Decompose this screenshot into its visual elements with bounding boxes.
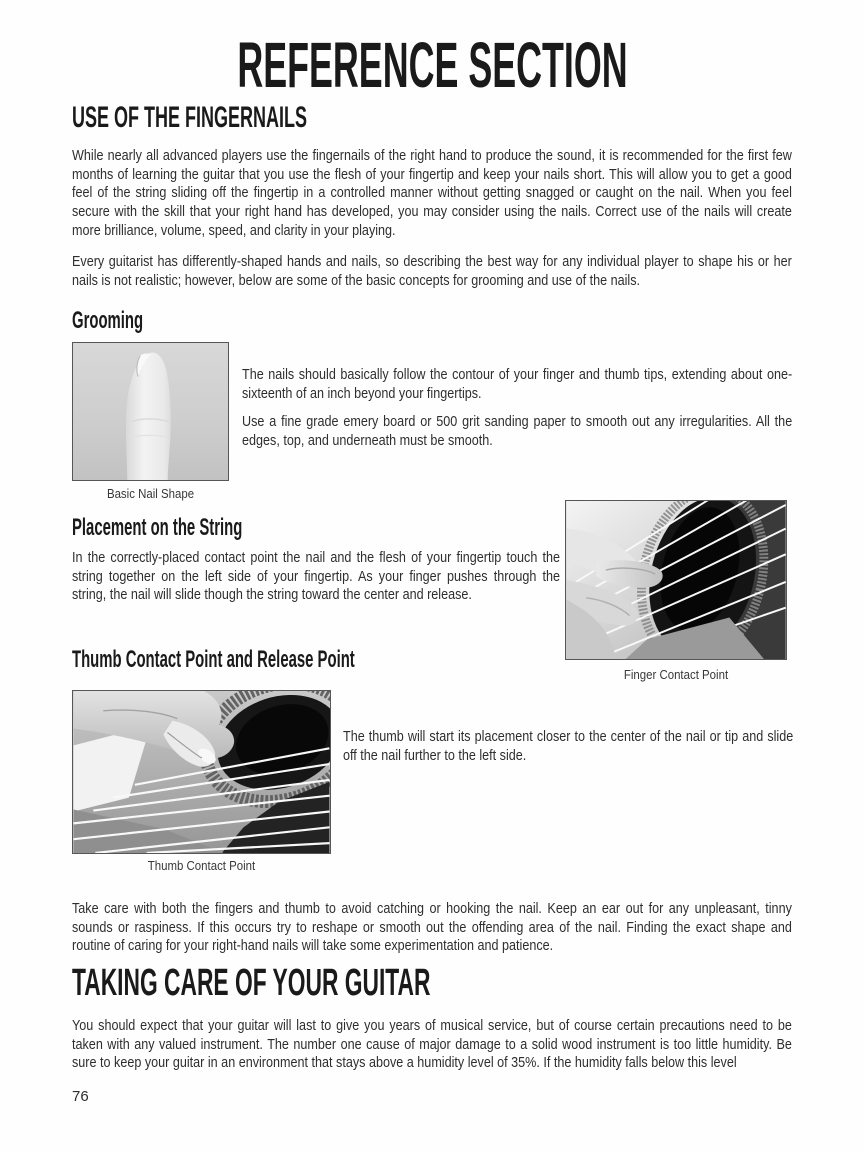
basic-nail-shape-illustration (72, 342, 229, 481)
photo-caption-basic-nail-shape: Basic Nail Shape (106, 486, 195, 501)
photo-caption-finger-contact: Finger Contact Point (623, 667, 729, 682)
paragraph-thumb: The thumb will start its placement closer to the center of the nail or tip and slide off the nail further to the left side. (343, 728, 794, 764)
basic-nail-shape-photo (72, 342, 229, 481)
paragraph-placement: In the correctly-placed contact point the nail and the flesh of your fingertip touch the string together on the left side of your fingertip. As your finger pushes through the string, the nail will slide though the string toward the center and release. (72, 549, 561, 604)
paragraph-intro-2: Every guitarist has differently-shaped hands and nails, so describing the best way for any individual player to shape his or her nails is not realistic; however, below are some of the basic concepts for grooming and use of the nails. (72, 253, 792, 289)
paragraph-intro-1: While nearly all advanced players use the fingernails of the right hand to produce the sound, it is recommended for the first few months of learning the guitar that you use the flesh of your fingertip and keep your nails short. This will allow you to get a good feel of the string sliding off the fingertip in a controlled manner without getting snagged or caught on the nail. When you feel secure with the skill that your right hand has developed, you may consider using the nails. Correct use of the nails will create more brilliance, volume, speed, and clarity in your playing. (72, 147, 792, 239)
thumb-contact-illustration (72, 690, 331, 854)
photo-caption-thumb-contact: Thumb Contact Point (147, 858, 256, 873)
paragraph-guitar-care: You should expect that your guitar will last to give you years of musical service, but of course certain precautions need to be taken with any valued instrument. The number one cause of major damage to a solid wood instrument is too little humidity. Be sure to keep your guitar in an environment that stays above a humidity level of 35%. If the humidity falls below this level (72, 1017, 792, 1072)
section-heading-fingernails: USE OF THE FINGERNAILS (72, 101, 308, 134)
paragraph-grooming-2: Use a fine grade emery board or 500 grit sanding paper to smooth out any irregularities. All the edges, top, and underneath must be smooth. (242, 413, 793, 450)
section-heading-guitar-care: TAKING CARE OF YOUR GUITAR (72, 962, 431, 1004)
subheading-grooming: Grooming (72, 307, 144, 334)
paragraph-grooming-1: The nails should basically follow the contour of your finger and thumb tips, extending about one-sixteenth of an inch beyond your fingertips. (242, 366, 793, 402)
paragraph-closing: Take care with both the fingers and thumb to avoid catching or hooking the nail. Keep an ear out for any unpleasant, tinny sounds or raspiness. If this occurs try to reshape or smooth out the offending area of the nail. Finding the exact shape and routine of caring for your right-hand nails will take some experimentation and patience. (72, 900, 792, 955)
subheading-thumb: Thumb Contact Point and Release Point (72, 646, 355, 673)
page-title: REFERENCE SECTION (236, 29, 628, 101)
finger-contact-photo (565, 500, 787, 660)
thumb-contact-photo (72, 690, 331, 854)
page-number: 76 (72, 1088, 89, 1105)
paragraph-grooming (242, 366, 792, 451)
finger-contact-illustration (565, 500, 787, 660)
subheading-placement: Placement on the String (72, 514, 243, 541)
